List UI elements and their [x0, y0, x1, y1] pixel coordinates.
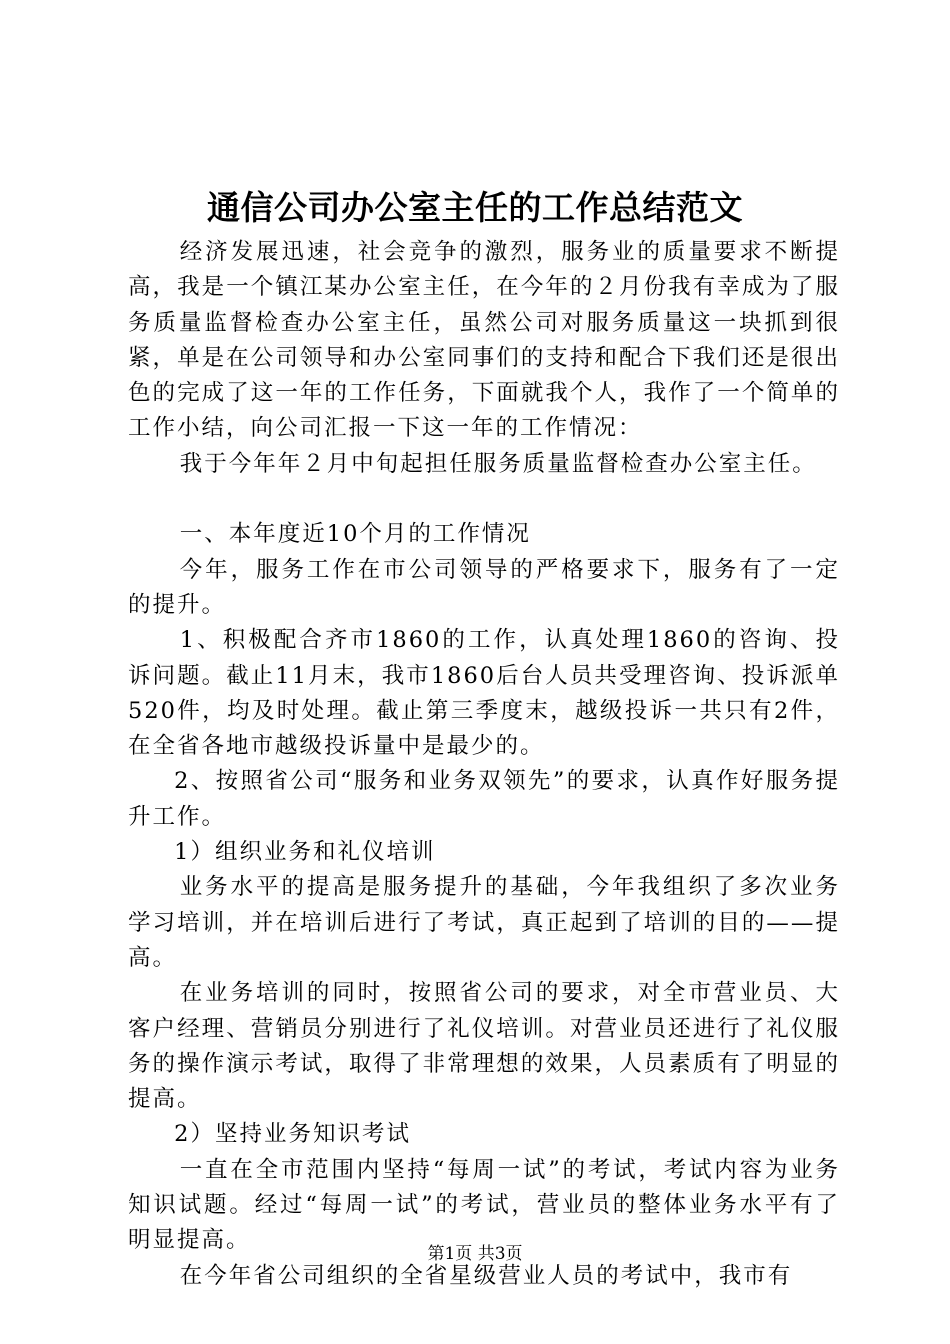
paragraph-intro: 经济发展迅速，社会竞争的激烈，服务业的质量要求不断提高，我是一个镇江某办公室主任，在今年的２月份我有幸成为了服务质量监督检查办公室主任，虽然公司对服务质量这一块抓到很紧，单是在公司领导和办公室同事们的支持和配合下我们还是很出色的完成了这一年的工作任务，下面就我个人，我作了一个简单的工作小结，向公司汇报一下这一年的工作情况：	[128, 239, 840, 442]
paragraph-item-2: 2、按照省公司“服务和业务双领先”的要求，认真作好服务提升工作。	[128, 768, 840, 830]
document-body	[128, 235, 840, 1294]
subheading-exams: 2）坚持业务知识考试	[174, 1121, 411, 1148]
paragraph-appointment: 我于今年年２月中旬起担任服务质量监督检查办公室主任。	[179, 450, 817, 477]
section-heading-1: 一、本年度近10个月的工作情况	[179, 521, 531, 548]
paragraph-etiquette-training: 在业务培训的同时，按照省公司的要求，对全市营业员、大客户经理、营销员分别进行了礼仪培训。对营业员还进行了礼仪服务的操作演示考试，取得了非常理想的效果，人员素质有了明显的提高。	[128, 980, 840, 1113]
paragraph-service-improvement: 今年，服务工作在市公司领导的严格要求下，服务有了一定的提升。	[128, 556, 840, 618]
subheading-training: 1）组织业务和礼仪培训	[174, 839, 436, 866]
blank-line	[128, 482, 840, 517]
paragraph-weekly-test: 一直在全市范围内坚持“每周一试”的考试，考试内容为业务知识试题。经过“每周一试”的考试，营业员的整体业务水平有了明显提高。	[128, 1156, 840, 1254]
document-title: 通信公司办公室主任的工作总结范文	[207, 188, 743, 227]
paragraph-item-1: 1、积极配合齐市1860的工作，认真处理1860的咨询、投诉问题。截止11月末，我市1860后台人员共受理咨询、投诉派单520件，均及时处理。截止第三季度末，越级投诉一共只有2件，在全省各地市越级投诉量中是最少的。	[128, 627, 840, 760]
page-footer: 第1页 共3页	[427, 1244, 523, 1264]
paragraph-provincial-exam: 在今年省公司组织的全省星级营业人员的考试中，我市有	[179, 1262, 793, 1289]
paragraph-business-training: 业务水平的提高是服务提升的基础，今年我组织了多次业务学习培训，并在培训后进行了考试，真正起到了培训的目的——提高。	[128, 874, 840, 971]
